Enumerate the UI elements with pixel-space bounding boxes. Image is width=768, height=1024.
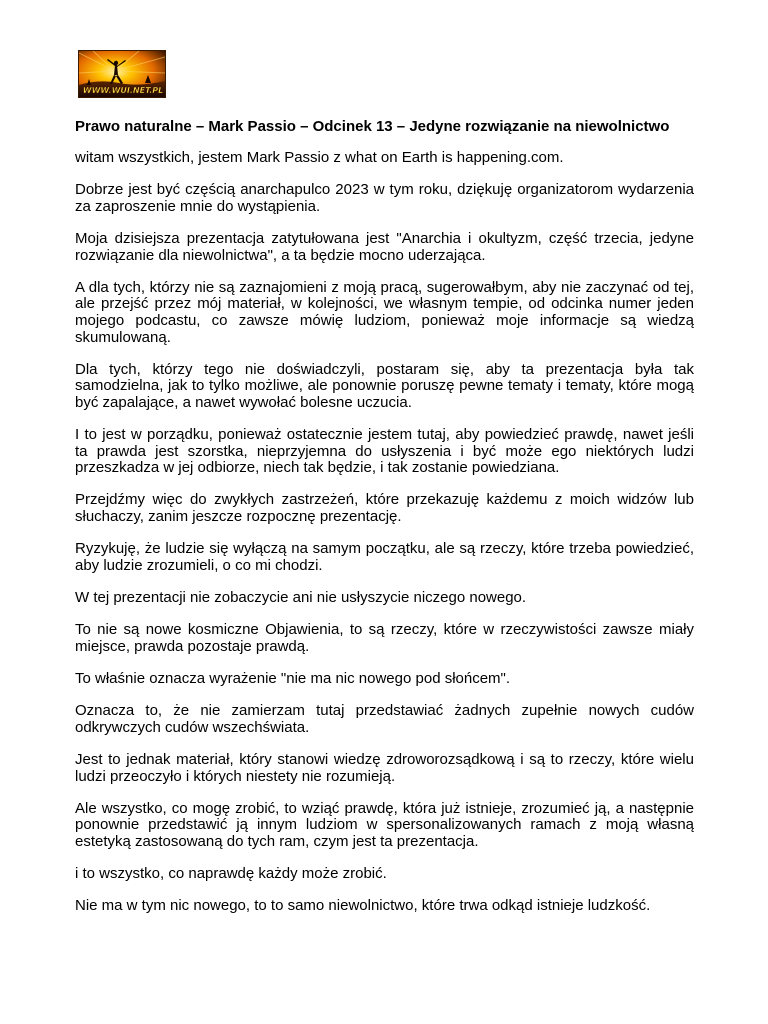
paragraph: witam wszystkich, jestem Mark Passio z what on Earth is happening.com. (75, 149, 564, 166)
svg-text:WWW.WUI.NET.PL: WWW.WUI.NET.PL (82, 86, 164, 95)
paragraph: W tej prezentacji nie zobaczycie ani nie usłyszycie niczego nowego. (75, 589, 527, 607)
document-body (75, 118, 694, 931)
paragraph: A dla tych, którzy nie są zaznajomieni z moją pracą, sugerowałbym, aby nie zaczynać od tej, ale przejść przez mój materiał, w kolejności, we własnym tempie, od odcinka numer jeden mojego podcastu, co zawsze mówię ludziom, ponieważ moje informacje są wiedzą skumulowaną. (75, 278, 694, 346)
paragraph: Jest to jednak materiał, który stanowi wiedzę zdroworozsądkową i są to rzeczy, które wielu ludzi przeoczyło i których niestety nie rozumieją. (75, 750, 694, 785)
paragraph: Oznacza to, że nie zamierzam tutaj przedstawiać żadnych zupełnie nowych cudów odkrywczych cudów wszechświata. (75, 702, 694, 736)
logo (78, 50, 166, 98)
paragraph: I to jest w porządku, ponieważ ostatecznie jestem tutaj, aby powiedzieć prawdę, nawet jeśli ta prawda jest szorstka, nieprzyjemna do usłyszenia i być może ego niektórych ludzi przeszkadza w jej odbiorze, niech tak będzie, i tak zostanie powiedziana. (75, 426, 694, 477)
document-title: Prawo naturalne – Mark Passio – Odcinek 13 – Jedyne rozwiązanie na niewolnictwo (75, 118, 670, 135)
sunset-wui-logo-icon (79, 51, 165, 97)
paragraph: Moja dzisiejsza prezentacja zatytułowana jest "Anarchia i okultyzm, część trzecia, jedyne rozwiązanie dla niewolnictwa", a ta będzie mocno uderzająca. (75, 229, 694, 264)
paragraph: Dla tych, którzy tego nie doświadczyli, postaram się, aby ta prezentacja była tak samodzielna, jak to tylko możliwe, ale ponownie poruszę pewne tematy i tematy, które mogą być zapalające, a nawet wywołać bolesne uczucia. (75, 360, 694, 411)
paragraph: To nie są nowe kosmiczne Objawienia, to są rzeczy, które w rzeczywistości zawsze miały miejsce, prawda pozostaje prawdą. (75, 621, 694, 655)
paragraph: Ryzykuję, że ludzie się wyłączą na samym początku, ale są rzeczy, które trzeba powiedzieć, aby ludzie zrozumieli, o co mi chodzi. (75, 540, 694, 574)
paragraph: Nie ma w tym nic nowego, to to samo niewolnictwo, które trwa odkąd istnieje ludzkość. (75, 897, 651, 915)
paragraph: Dobrze jest być częścią anarchapulco 2023 w tym roku, dziękuję organizatorom wydarzenia za zaproszenie mnie do wystąpienia. (75, 181, 694, 215)
paragraph: To właśnie oznacza wyrażenie "nie ma nic nowego pod słońcem". (75, 670, 511, 687)
paragraph: Przejdźmy więc do zwykłych zastrzeżeń, które przekazuję każdemu z moich widzów lub słuchaczy, zanim jeszcze rozpocznę prezentację. (75, 491, 694, 526)
paragraph: i to wszystko, co naprawdę każdy może zrobić. (75, 865, 387, 883)
paragraph: Ale wszystko, co mogę zrobić, to wziąć prawdę, która już istnieje, zrozumieć ją, a następnie ponownie przedstawić ją innym ludziom w spersonalizowanych ramach z moją własną estetyką zastosowaną do tych ram, czym jest ta prezentacja. (75, 799, 694, 850)
